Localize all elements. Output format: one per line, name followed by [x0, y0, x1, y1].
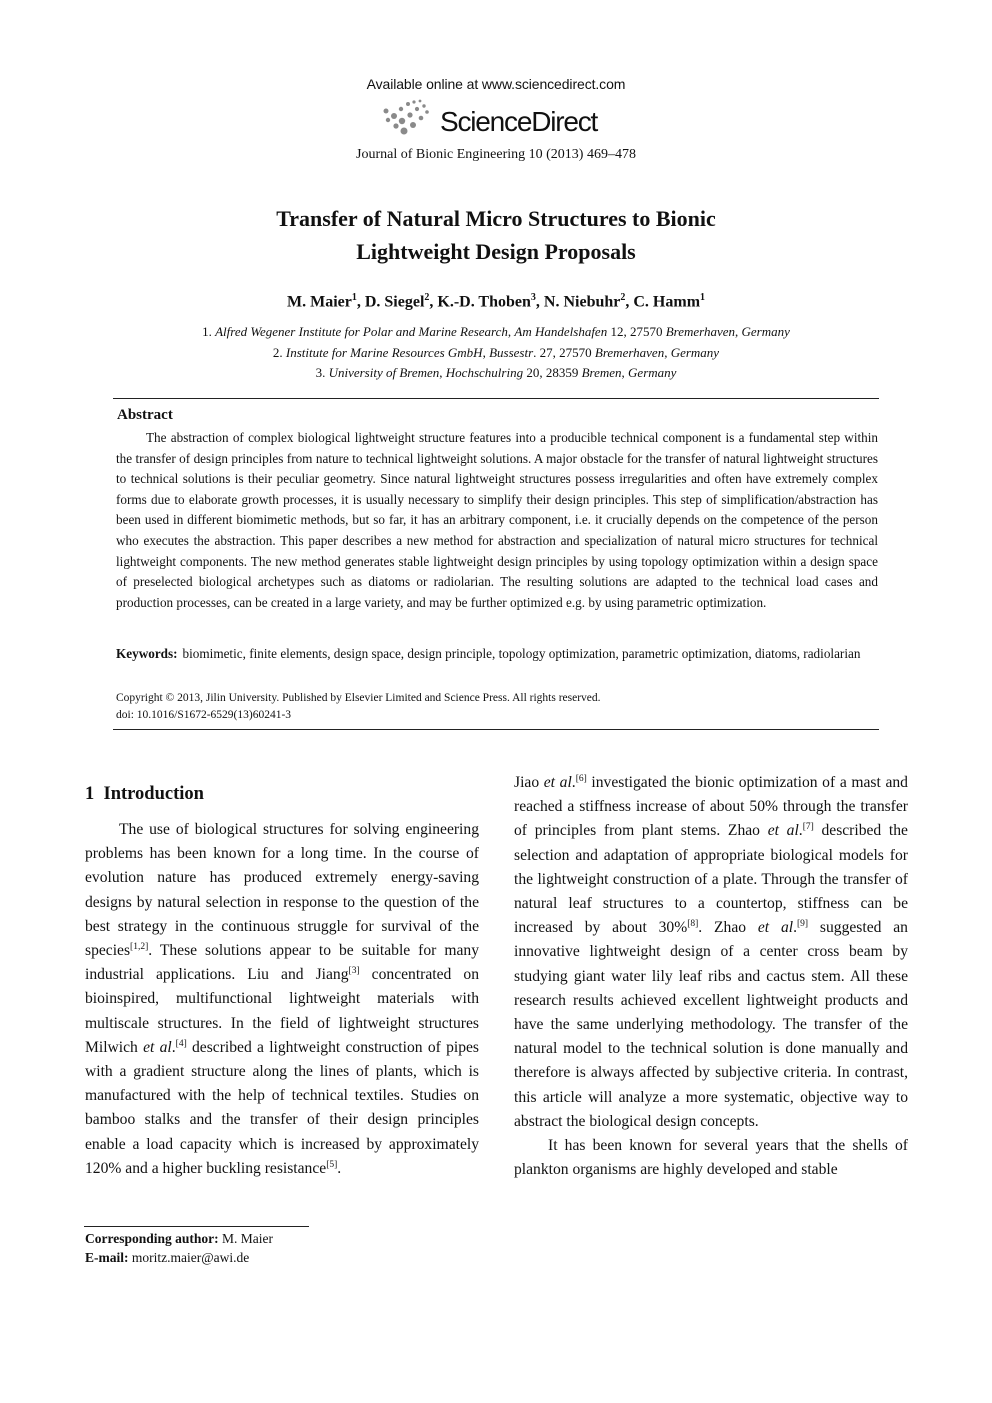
citation-ref: [9] — [797, 919, 809, 930]
citation-ref: [3] — [348, 966, 360, 977]
affiliation-2: 2. Institute for Marine Resources GmbH, Bussestr. 27, 27570 Bremerhaven, Germany — [272, 345, 720, 360]
abstract-bottom-rule — [113, 729, 879, 730]
body-paragraph: Jiao et al.[6] investigated the bionic optimization of a mast and reached a stiffness increase of about 50% through the transfer of principles from plant stems. Zhao et al.[7] described the selection and adaptation of appropriate biological models for the lightweight construction of a plate. Through the transfer of natural leaf structures to a countertop, stiffness can be increased by about 30%[8]. Zhao et al.[9] suggested an innovative lightweight design of a center cross beam by studying giant water lily leaf ribs and cactus stem. All these research results achieved excellent lightweight products and have the same underlying methodology. The transfer of the natural model to the technical solution is done manually and therefore is always affected by subjective criteria. In contrast, this article will analyze a more systematic, objective way to abstract the biological design concepts. — [514, 773, 908, 1130]
body-paragraph: The use of biological structures for solving engineering problems has been known for a long time. In the course of evolution nature has produced extremely energy-saving designs by natural selection in response to the question of the best strategy in the continuous struggle for survival of the species[1,2]. These solutions appear to be suitable for many industrial applications. Liu and Jiang[3] concentrated on bioinspired, multifunctional lightweight materials with multiscale structures. In the field of lightweight structures Milwich et al.[4] described a lightweight construction of pipes with a gradient structure along the lines of plants, which is manufactured with the help of technical textiles. Studies on bamboo stalks and the transfer of their design principles enable a load capacity which is increased by approximately 120% and a higher buckling resistance[5]. — [85, 821, 479, 1177]
author-name: N. Niebuhr — [543, 293, 621, 311]
affiliation-1: 1. Alfred Wegener Institute for Polar and Marine Research, Am Handelshafen 12, 27570 Bremerhaven, Germany — [202, 324, 790, 339]
author-affiliation-mark: 3 — [530, 292, 536, 303]
copyright-block — [116, 690, 601, 723]
abstract-text: The abstraction of complex biological lightweight structure features into a producible technical component is a fundamental step within the transfer of design principles from nature to technical lightweight solutions. A major obstacle for the transfer of natural lightweight structures to technical solutions is their peculiar geometry. Since natural lightweight structures possess irregularities and often have extremely complex forms due to elaborate growth processes, it is usually necessary to simplify their design principles. This step of simplification/abstraction has been used in different biomimetic methods, but so far, it has an arbitrary component, i.e. it crucially depends on the competence of the person who executes the abstraction. This paper describes a new method for abstraction and specialization of natural micro structures for technical lightweight components. The new method generates stable lightweight design principles by using topology optimization within a design space of preselected biological archetypes such as diatoms or radiolarian. The resulting solutions are adapted to the technical load cases and production processes, can be created in a large variety, and may be further optimized e.g. by using parametric optimization. — [116, 430, 878, 610]
footnote — [85, 1229, 273, 1267]
title-line-2: Lightweight Design Proposals — [356, 239, 636, 264]
keywords-label: Keywords: — [116, 646, 178, 661]
keywords-text: biomimetic, finite elements, design space, design principle, topology optimization, parametric optimization, diatoms, radiolarian — [182, 646, 861, 661]
title-line-1: Transfer of Natural Micro Structures to Bionic — [276, 206, 716, 231]
author-email: E-mail: moritz.maier@awi.de — [85, 1250, 250, 1265]
author-affiliation-mark: 2 — [424, 292, 430, 303]
body-column-left — [85, 818, 479, 1181]
body-paragraph: It has been known for several years that the shells of plankton organisms are highly developed and stable — [514, 1137, 908, 1179]
doi-line: doi: 10.1016/S1672-6529(13)60241-3 — [116, 708, 292, 721]
section-number: 1 — [85, 784, 95, 804]
corresponding-author: Corresponding author: M. Maier — [85, 1231, 274, 1246]
citation-ref: [1,2] — [130, 941, 149, 952]
author-list: M. Maier$^1$, D. Siegel$^2$, K.-D. Thoben$^3$, N. Niebuhr$^2$, C. Hamm$^1$ — [286, 292, 706, 311]
citation-ref: [6] — [575, 773, 587, 784]
citation-ref: [8] — [687, 919, 699, 930]
paper-title — [150, 202, 842, 268]
author-name: K.-D. Thoben — [437, 293, 531, 311]
available-online-line: Available online at www.sciencedirect.com — [366, 76, 626, 92]
author-name: D. Siegel — [364, 293, 425, 311]
sciencedirect-wordmark: ScienceDirect — [440, 106, 598, 137]
body-column-right — [514, 771, 908, 1182]
footnote-rule — [84, 1226, 309, 1227]
abstract-heading: Abstract — [117, 407, 173, 423]
citation-ref: [4] — [175, 1038, 187, 1049]
author-affiliation-mark: 1 — [351, 292, 357, 303]
author-name: C. Hamm — [633, 293, 701, 311]
abstract-top-rule — [113, 398, 879, 399]
author-name: M. Maier — [286, 293, 352, 311]
copyright-line: Copyright © 2013, Jilin University. Published by Elsevier Limited and Science Press. All rights reserved. — [116, 692, 601, 704]
citation-ref: [5] — [326, 1159, 338, 1170]
citation-ref: [7] — [802, 822, 814, 833]
section-heading — [85, 784, 204, 805]
affiliation-3: 3. University of Bremen, Hochschulring 20, 28359 Bremen, Germany — [315, 365, 677, 380]
author-affiliation-mark: 2 — [620, 292, 626, 303]
author-affiliation-mark: 1 — [700, 292, 706, 303]
section-title: Introduction — [103, 784, 204, 804]
keywords-block — [116, 643, 878, 664]
journal-citation: Journal of Bionic Engineering 10 (2013) 469–478 — [356, 147, 636, 162]
